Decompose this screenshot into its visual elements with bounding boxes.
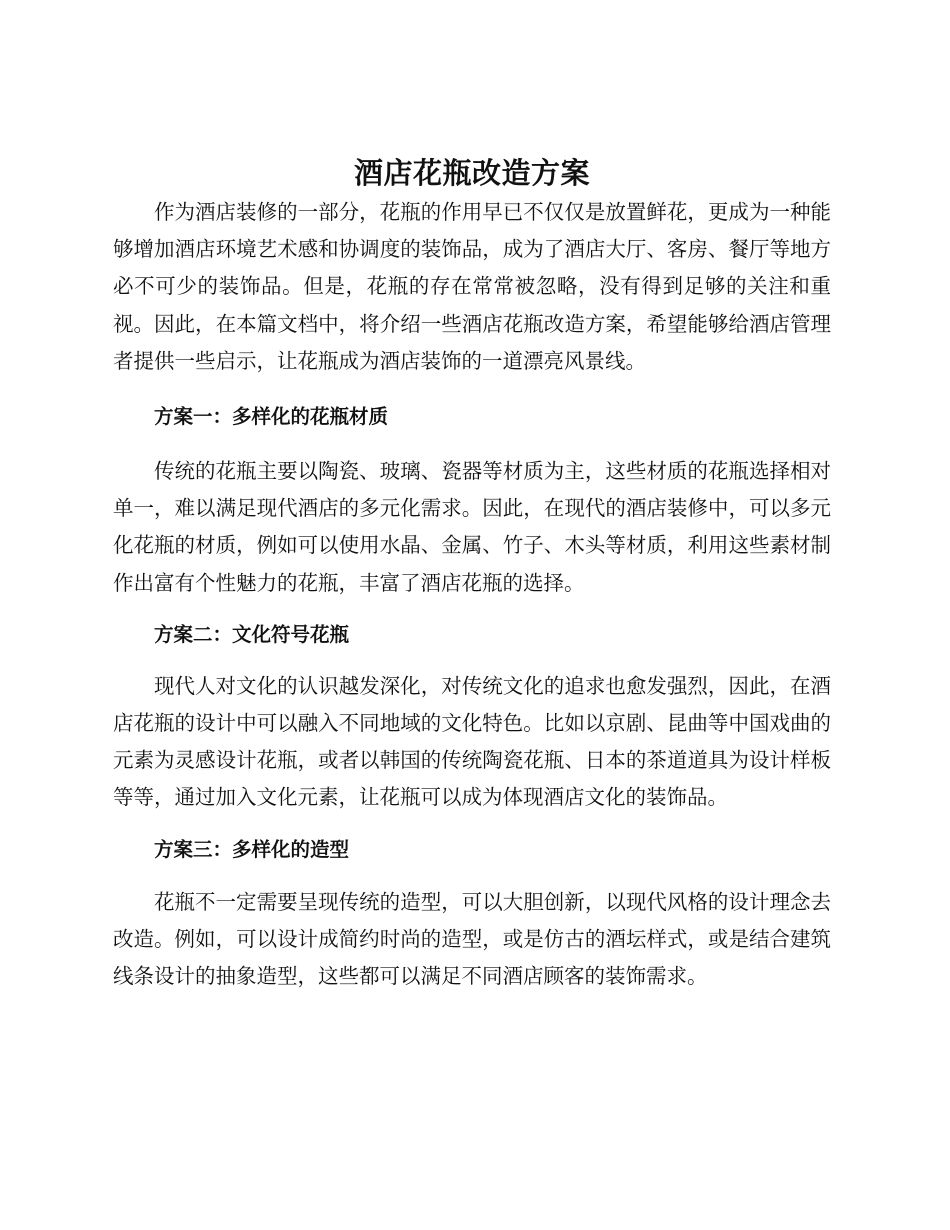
section-body-2: 现代人对文化的认识越发深化，对传统文化的追求也愈发强烈，因此，在酒店花瓶的设计中可以融入不同地域的文化特色。比如以京剧、昆曲等中国戏曲的元素为灵感设计花瓶，或者以韩国的传统陶瓷花瓶、日本的茶道道具为设计样板等等，通过加入文化元素，让花瓶可以成为体现酒店文化的装饰品。 (113, 673, 831, 810)
section-heading-2: 方案二：文化符号花瓶 (154, 622, 350, 646)
section-body-3: 花瓶不一定需要呈现传统的造型，可以大胆创新，以现代风格的设计理念去改造。例如，可以设计成简约时尚的造型，或是仿古的酒坛样式，或是结合建筑线条设计的抽象造型，这些都可以满足不同酒店顾客的装饰需求。 (113, 889, 831, 989)
document-title: 酒店花瓶改造方案 (353, 156, 590, 190)
document-page (113, 150, 831, 995)
section-body-1: 传统的花瓶主要以陶瓷、玻璃、瓷器等材质为主，这些材质的花瓶选择相对单一，难以满足现代酒店的多元化需求。因此，在现代的酒店装修中，可以多元化花瓶的材质，例如可以使用水晶、金属、竹子、木头等材质，利用这些素材制作出富有个性魅力的花瓶，丰富了酒店花瓶的选择。 (113, 459, 831, 595)
section-heading-3: 方案三：多样化的造型 (154, 837, 350, 861)
section-heading-1: 方案一：多样化的花瓶材质 (154, 405, 389, 429)
intro-paragraph: 作为酒店装修的一部分，花瓶的作用早已不仅仅是放置鲜花，更成为一种能够增加酒店环境艺术感和协调度的装饰品，成为了酒店大厅、客房、餐厅等地方必不可少的装饰品。但是，花瓶的存在常常被忽略，没有得到足够的关注和重视。因此，在本篇文档中，将介绍一些酒店花瓶改造方案，希望能够给酒店管理者提供一些启示，让花瓶成为酒店装饰的一道漂亮风景线。 (113, 200, 831, 373)
